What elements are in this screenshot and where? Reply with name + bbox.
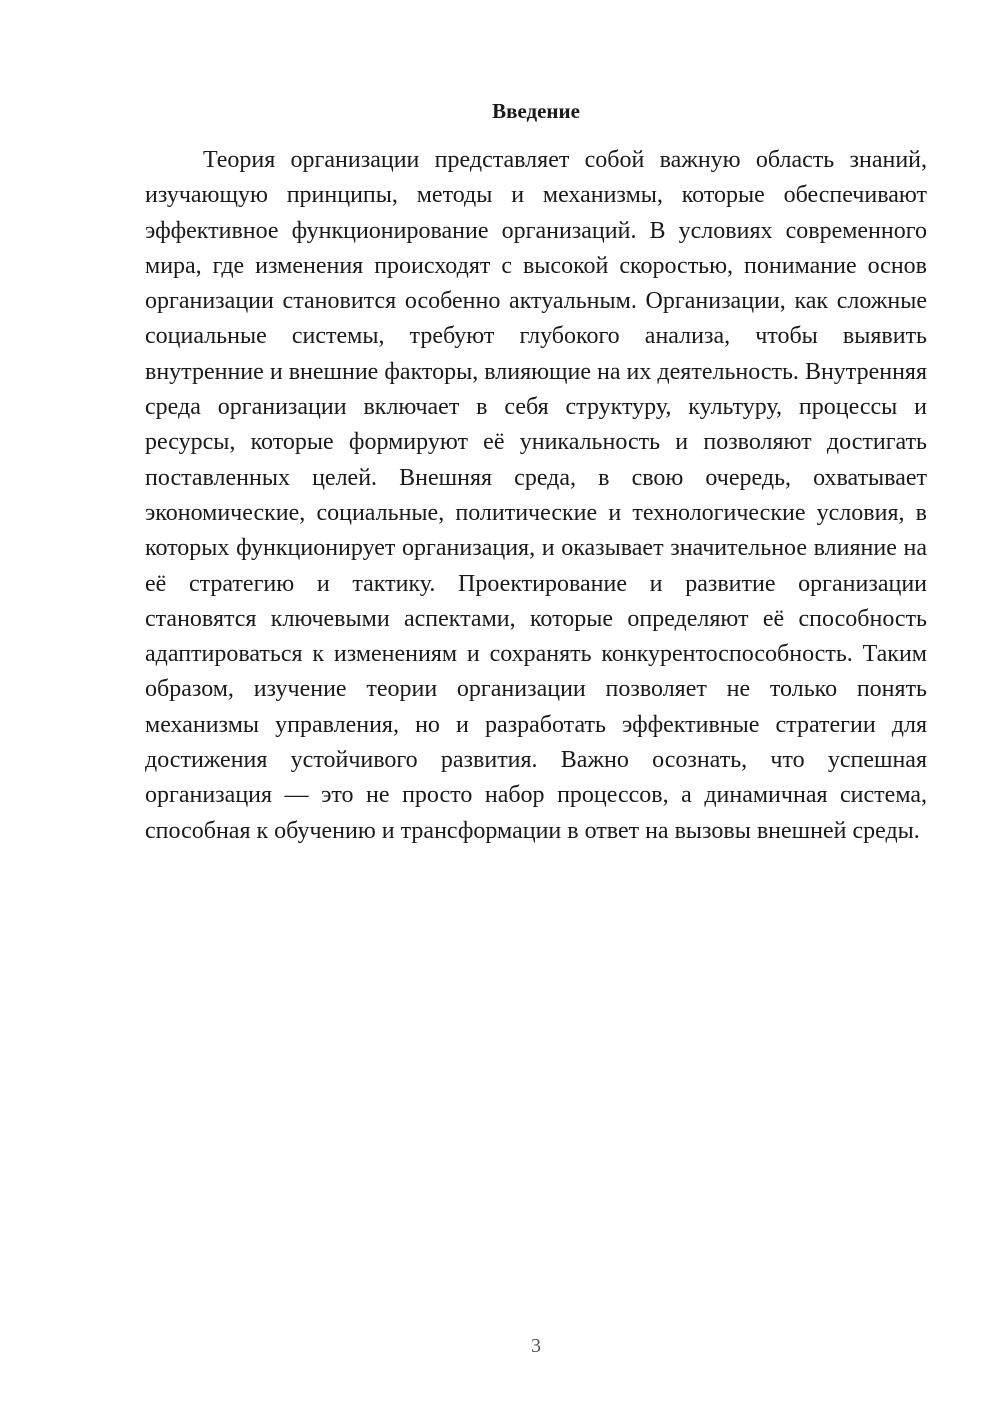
- page-number: 3: [531, 1335, 541, 1357]
- intro-paragraph: Теория организации представляет собой важную область знаний, изучающую принципы, методы и механизмы, которые обеспечивают эффективное функционирование организаций. В условиях современного мира, где изменения происходят с высокой скоростью, понимание основ организации становится особенно актуальным. Организации, как сложные социальные системы, требуют глубокого анализа, чтобы выявить внутренние и внешние факторы, влияющие на их деятельность. Внутренняя среда организации включает в себя структуру, культуру, процессы и ресурсы, которые формируют её уникальность и позволяют достигать поставленных целей. Внешняя среда, в свою очередь, охватывает экономические, социальные, политические и технологические условия, в которых функционирует организация, и оказывает значительное влияние на её стратегию и тактику. Проектирование и развитие организации становятся ключевыми аспектами, которые определяют её способность адаптироваться к изменениям и сохранять конкурентоспособность. Таким образом, изучение теории организации позволяет не только понять механизмы управления, но и разработать эффективные стратегии для достижения устойчивого развития. Важно осознать, что успешная организация — это не просто набор процессов, а динамичная система, способная к обучению и трансформации в ответ на вызовы внешней среды.: [145, 147, 927, 844]
- section-heading: Введение: [492, 99, 580, 123]
